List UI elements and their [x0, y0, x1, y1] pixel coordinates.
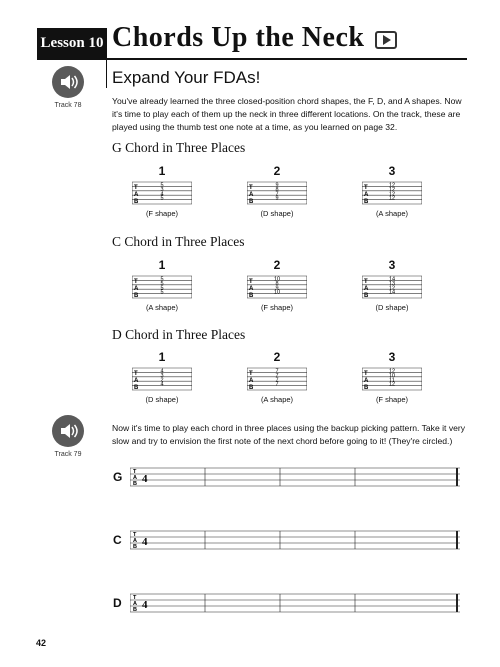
shape-caption: (D shape) [145, 395, 179, 404]
svg-text:A: A [133, 538, 137, 544]
speaker-icon [52, 415, 84, 447]
fret-number: 7 [275, 377, 279, 384]
tab-staff [132, 181, 192, 206]
fret-number: 11 [389, 377, 395, 384]
fret-number: 12 [388, 186, 396, 193]
position-number: 1 [158, 258, 166, 272]
lesson-label: Lesson 10 [40, 34, 104, 51]
tab-staff [362, 367, 422, 392]
fret-number: 9 [275, 182, 279, 189]
tab-staff [362, 181, 422, 206]
track-label: Track 78 [54, 102, 82, 109]
track-78[interactable] [40, 66, 96, 109]
fret-number: 8 [275, 280, 279, 287]
fret-number: 3 [160, 372, 164, 379]
fret-number: 4 [160, 368, 164, 375]
fret-number: 5 [160, 285, 164, 292]
fret-number: 12 [388, 285, 396, 292]
svg-text:B: B [364, 293, 369, 299]
shape-caption: (F shape) [260, 303, 294, 312]
svg-text:T: T [133, 532, 137, 538]
svg-text:B: B [364, 199, 369, 205]
svg-text:B: B [134, 385, 139, 391]
svg-text:A: A [249, 286, 254, 292]
page-title: Chords Up the Neck [112, 22, 365, 53]
fret-number: 7 [275, 381, 279, 388]
svg-text:B: B [249, 385, 254, 391]
tab-staff [247, 181, 307, 206]
instruction-paragraph: Now it's time to play each chord in three places using the backup picking pattern. Take it very slow and try to envision the first note of the next chord before going to it! (They're circled.) [112, 423, 466, 446]
tab-staff-d [130, 586, 470, 646]
page-number: 42 [36, 638, 47, 648]
fret-number: 5 [160, 195, 164, 202]
position-number: 3 [388, 350, 396, 364]
track-label: Track 79 [54, 451, 82, 458]
svg-text:T: T [134, 279, 138, 285]
shape-caption: (F shape) [375, 395, 409, 404]
svg-text:A: A [133, 601, 137, 607]
fret-number: 9 [275, 285, 279, 292]
tab-staff [247, 275, 307, 300]
track-79[interactable] [40, 415, 96, 458]
fret-number: 12 [388, 368, 396, 375]
fret-number: 5 [160, 276, 164, 283]
svg-text:A: A [249, 192, 254, 198]
shape-caption: (D shape) [375, 303, 409, 312]
vertical-divider [106, 58, 107, 88]
position-number: 1 [158, 350, 166, 364]
tab-staff [132, 367, 192, 392]
position-number: 2 [273, 258, 281, 272]
svg-text:B: B [133, 544, 137, 550]
shape-caption: (D shape) [260, 209, 294, 218]
position-number: 2 [273, 164, 281, 178]
svg-text:B: B [134, 199, 139, 205]
fret-number: 3 [160, 186, 164, 193]
svg-text:T: T [249, 279, 253, 285]
lesson-badge [37, 28, 107, 58]
position-number: 2 [273, 350, 281, 364]
svg-text:T: T [249, 185, 253, 191]
svg-text:T: T [249, 371, 253, 377]
chord-heading-g: G Chord in Three Places [112, 140, 246, 155]
fret-number: 12 [388, 195, 396, 202]
shape-caption: (A shape) [145, 303, 179, 312]
row-label-c: C [113, 533, 122, 547]
fret-number: 10 [273, 289, 281, 296]
fret-number: 7 [275, 372, 279, 379]
fret-number: 12 [388, 182, 396, 189]
svg-text:A: A [134, 378, 139, 384]
fret-number: 4 [160, 191, 164, 198]
svg-text:4: 4 [142, 473, 148, 485]
svg-text:B: B [249, 293, 254, 299]
tab-staff-g [130, 460, 470, 520]
svg-text:A: A [249, 378, 254, 384]
svg-text:T: T [133, 469, 137, 475]
svg-text:4: 4 [142, 599, 148, 611]
fret-number: 9 [275, 195, 279, 202]
title-divider [37, 58, 467, 60]
fret-number: 5 [160, 280, 164, 287]
svg-text:A: A [134, 286, 139, 292]
fret-number: 4 [160, 381, 164, 388]
chord-heading-c: C Chord in Three Places [112, 234, 245, 249]
tab-staff [247, 367, 307, 392]
position-number: 1 [158, 164, 166, 178]
position-number: 3 [388, 258, 396, 272]
svg-text:A: A [364, 378, 369, 384]
fret-number: 7 [275, 368, 279, 375]
svg-text:4: 4 [142, 536, 148, 548]
fret-number: 14 [388, 276, 396, 283]
fret-number: 8 [275, 186, 279, 193]
svg-text:B: B [134, 293, 139, 299]
svg-text:A: A [364, 192, 369, 198]
fret-number: 13 [388, 280, 396, 287]
tab-staff [362, 275, 422, 300]
shape-caption: (F shape) [145, 209, 179, 218]
svg-text:T: T [364, 279, 368, 285]
row-label-d: D [113, 596, 122, 610]
fret-number: 5 [160, 289, 164, 296]
fret-number: 5 [160, 182, 164, 189]
svg-text:T: T [134, 371, 138, 377]
speaker-icon [52, 66, 84, 98]
fret-number: 12 [388, 191, 396, 198]
svg-text:B: B [133, 607, 137, 613]
video-icon[interactable] [375, 31, 397, 49]
shape-caption: (A shape) [375, 209, 409, 218]
position-number: 3 [388, 164, 396, 178]
svg-text:T: T [134, 185, 138, 191]
svg-text:A: A [133, 475, 137, 481]
fret-number: 10 [273, 276, 281, 283]
svg-text:B: B [249, 199, 254, 205]
fret-number: 12 [388, 381, 396, 388]
fret-number: 7 [275, 191, 279, 198]
fret-number: 10 [388, 372, 396, 379]
svg-text:T: T [364, 371, 368, 377]
svg-text:B: B [364, 385, 369, 391]
svg-text:A: A [364, 286, 369, 292]
fret-number: 2 [160, 377, 164, 384]
section-title: Expand Your FDAs! [112, 68, 261, 87]
shape-caption: (A shape) [260, 395, 294, 404]
svg-text:B: B [133, 481, 137, 487]
tab-staff-c [130, 523, 470, 583]
tab-staff [132, 275, 192, 300]
fret-number: 14 [388, 289, 396, 296]
svg-text:A: A [134, 192, 139, 198]
row-label-g: G [113, 470, 123, 484]
svg-text:T: T [364, 185, 368, 191]
chord-heading-d: D Chord in Three Places [112, 327, 246, 342]
intro-paragraph: You've already learned the three closed-position chord shapes, the F, D, and A shapes. Now it's time to play each of them up the neck in three different locations. On the track, these are played using the thumb test one note at a time, as you learned on page 32. [112, 96, 462, 132]
svg-text:T: T [133, 595, 137, 601]
